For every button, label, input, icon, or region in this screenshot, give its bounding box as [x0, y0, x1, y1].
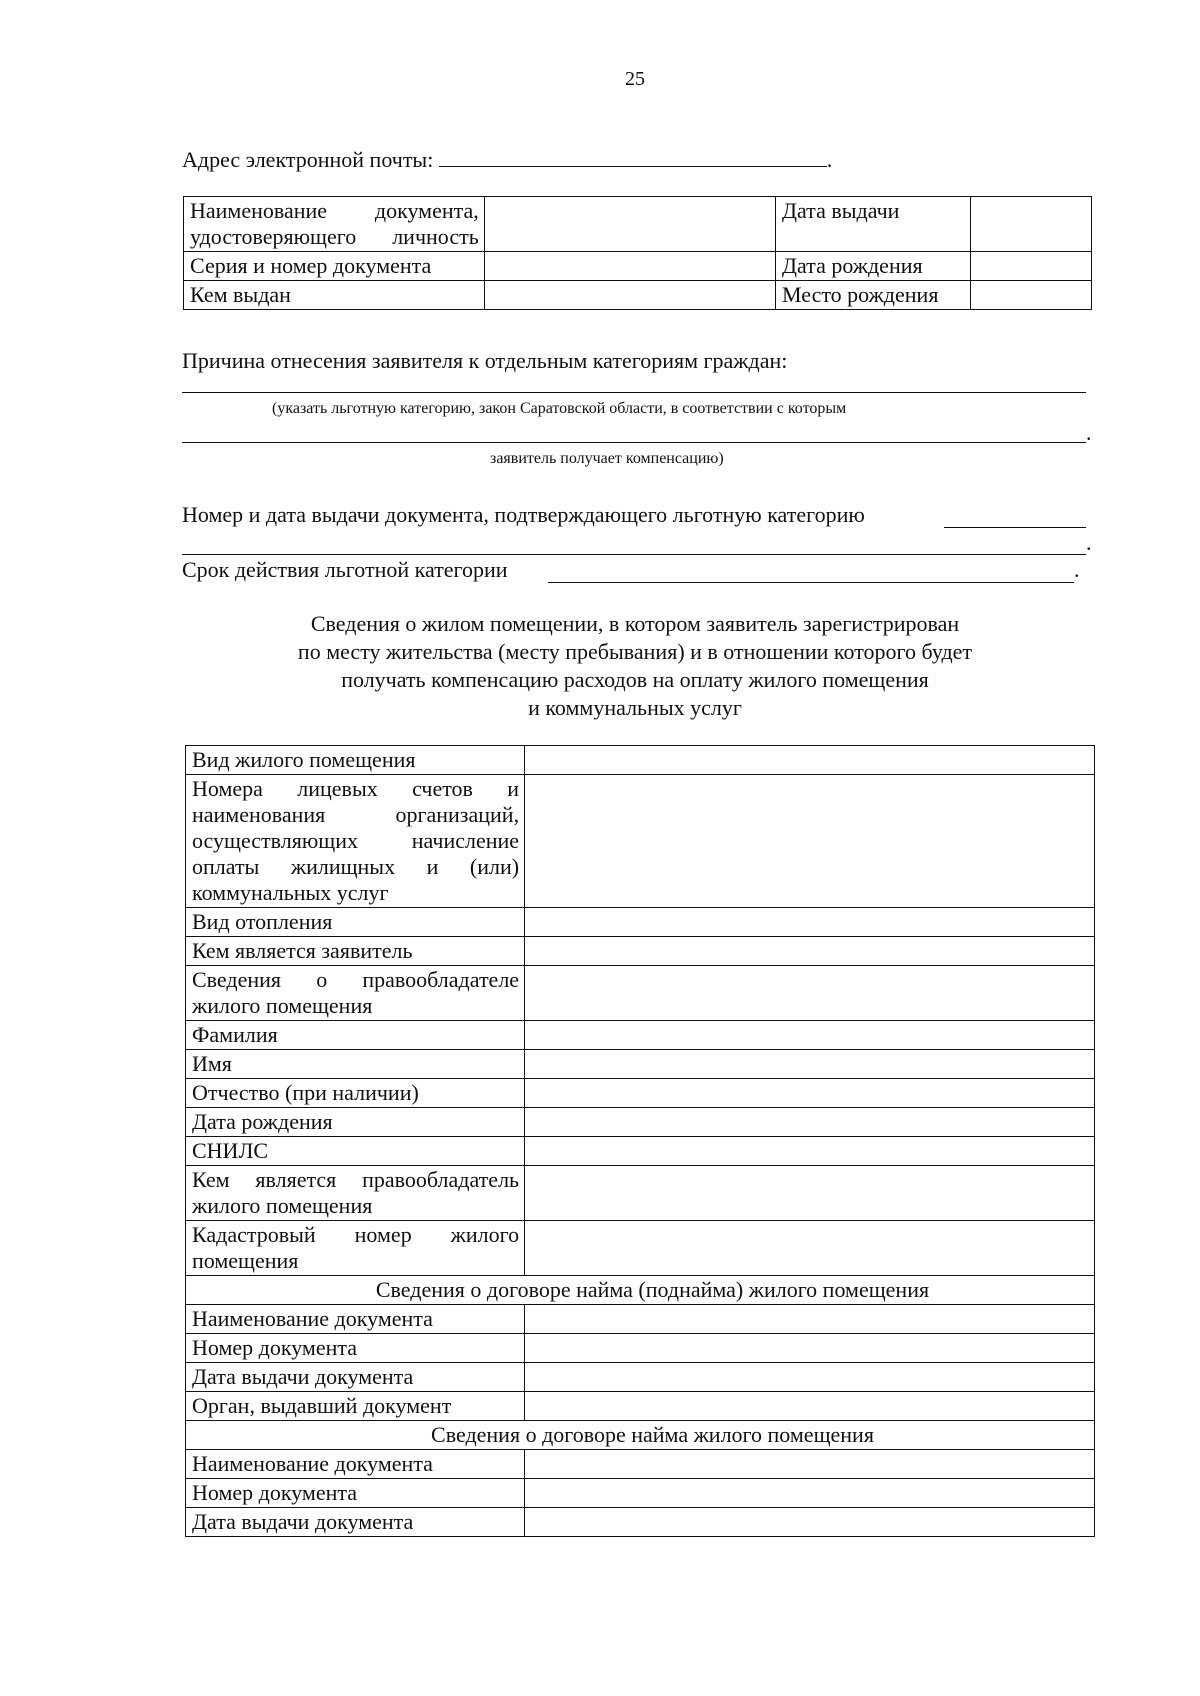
lease-doc-date-input[interactable] — [525, 1508, 1095, 1537]
doc-series-number-input[interactable] — [484, 252, 775, 281]
email-label: Адрес электронной почты: — [182, 147, 434, 172]
housing-heading-line: по месту жительства (месту пребывания) и в отношении которого будет — [297, 639, 973, 664]
lease-doc-number-label: Номер документа — [186, 1479, 525, 1508]
sublease-doc-date-input[interactable] — [525, 1363, 1095, 1392]
housing-heading-line: Сведения о жилом помещении, в котором заявитель зарегистрирован — [310, 611, 960, 636]
birth-date-input[interactable] — [971, 252, 1092, 281]
housing-type-input[interactable] — [525, 746, 1095, 775]
lease-doc-name-label: Наименование документа — [186, 1450, 525, 1479]
table-row — [186, 1108, 1095, 1137]
applicant-role-label: Кем является заявитель — [186, 937, 525, 966]
id-doc-name-input[interactable] — [484, 197, 775, 252]
table-row — [186, 1137, 1095, 1166]
issued-by-input[interactable] — [484, 281, 775, 310]
table-row — [186, 775, 1095, 908]
identity-document-table — [183, 196, 1092, 310]
cadastral-number-input[interactable] — [525, 1221, 1095, 1276]
cadastral-number-label: Кадастровый номер жилого помещения — [186, 1221, 525, 1276]
sublease-doc-name-input[interactable] — [525, 1305, 1095, 1334]
first-name-label: Имя — [186, 1050, 525, 1079]
lease-doc-date-label: Дата выдачи документа — [186, 1508, 525, 1537]
first-name-input[interactable] — [525, 1050, 1095, 1079]
doc-series-number-label: Серия и номер документа — [184, 252, 485, 281]
category-hint-line-2: заявитель получает компенсацию) — [490, 450, 724, 467]
patronymic-label: Отчество (при наличии) — [186, 1079, 525, 1108]
email-input[interactable] — [439, 146, 827, 167]
table-row — [186, 1508, 1095, 1537]
issue-date-label: Дата выдачи — [775, 197, 970, 252]
benefit-term-input[interactable] — [548, 560, 1074, 583]
sublease-doc-number-input[interactable] — [525, 1334, 1095, 1363]
birth-place-input[interactable] — [971, 281, 1092, 310]
benefit-doc-end-dot: . — [1086, 530, 1092, 555]
table-row — [186, 746, 1095, 775]
benefit-term-label: Срок действия льготной категории — [182, 557, 508, 582]
table-row — [186, 937, 1095, 966]
issued-by-label: Кем выдан — [184, 281, 485, 310]
table-row — [186, 1166, 1095, 1221]
accounts-orgs-label: Номера лицевых счетов и наименования организаций, осуществляющих начисление оплаты жилищных и (или) коммунальных услуг — [186, 775, 525, 908]
table-row — [186, 1079, 1095, 1108]
birth-place-label: Место рождения — [775, 281, 970, 310]
table-row — [186, 966, 1095, 1021]
table-row — [186, 1305, 1095, 1334]
issue-date-input[interactable] — [971, 197, 1092, 252]
applicant-role-input[interactable] — [525, 937, 1095, 966]
email-row — [182, 146, 832, 173]
table-row — [186, 1392, 1095, 1421]
lease-doc-number-input[interactable] — [525, 1479, 1095, 1508]
owner-role-label: Кем является правообладатель жилого помещения — [186, 1166, 525, 1221]
housing-section-heading — [0, 610, 1200, 722]
table-row — [186, 1050, 1095, 1079]
category-end-dot: . — [1086, 420, 1092, 445]
birth-date-label: Дата рождения — [775, 252, 970, 281]
owner-birth-date-label: Дата рождения — [186, 1108, 525, 1137]
benefit-doc-label: Номер и дата выдачи документа, подтверждающего льготную категорию — [182, 502, 865, 527]
table-row — [186, 1276, 1095, 1305]
sublease-section-heading: Сведения о договоре найма (поднайма) жилого помещения — [186, 1276, 1095, 1305]
surname-label: Фамилия — [186, 1021, 525, 1050]
housing-type-label: Вид жилого помещения — [186, 746, 525, 775]
category-reason-input-line-2[interactable] — [182, 422, 1086, 443]
surname-input[interactable] — [525, 1021, 1095, 1050]
lease-doc-name-input[interactable] — [525, 1450, 1095, 1479]
table-row — [184, 281, 1092, 310]
patronymic-input[interactable] — [525, 1079, 1095, 1108]
table-row — [186, 1421, 1095, 1450]
table-row — [184, 197, 1092, 252]
sublease-doc-number-label: Номер документа — [186, 1334, 525, 1363]
benefit-doc-input-line-1[interactable] — [944, 505, 1086, 528]
table-row — [186, 1479, 1095, 1508]
housing-heading-line: и коммунальных услуг — [528, 695, 742, 720]
housing-info-table — [185, 745, 1095, 1537]
owner-birth-date-input[interactable] — [525, 1108, 1095, 1137]
table-row — [184, 252, 1092, 281]
benefit-doc-input-line-2[interactable] — [182, 532, 1086, 555]
id-doc-name-label: Наименование документа, удостоверяющего личность — [184, 197, 485, 252]
sublease-doc-name-label: Наименование документа — [186, 1305, 525, 1334]
category-reason-label: Причина отнесения заявителя к отдельным категориям граждан: — [182, 348, 788, 373]
owner-info-input[interactable] — [525, 966, 1095, 1021]
email-end-dot: . — [826, 147, 833, 172]
table-row — [186, 1334, 1095, 1363]
snils-label: СНИЛС — [186, 1137, 525, 1166]
owner-info-label: Сведения о правообладателе жилого помещения — [186, 966, 525, 1021]
snils-input[interactable] — [525, 1137, 1095, 1166]
sublease-doc-issuer-input[interactable] — [525, 1392, 1095, 1421]
heating-type-input[interactable] — [525, 908, 1095, 937]
page-number: 25 — [625, 68, 645, 90]
table-row — [186, 1363, 1095, 1392]
accounts-orgs-input[interactable] — [525, 775, 1095, 908]
housing-heading-line: получать компенсацию расходов на оплату жилого помещения — [341, 667, 929, 692]
category-reason-input-line-1[interactable] — [182, 370, 1086, 393]
table-row — [186, 1221, 1095, 1276]
owner-role-input[interactable] — [525, 1166, 1095, 1221]
table-row — [186, 1021, 1095, 1050]
lease-section-heading: Сведения о договоре найма жилого помещения — [186, 1421, 1095, 1450]
category-hint-line-1: (указать льготную категорию, закон Саратовской области, в соответствии с которым — [272, 400, 847, 417]
table-row — [186, 1450, 1095, 1479]
benefit-term-end-dot: . — [1074, 557, 1080, 582]
table-row — [186, 908, 1095, 937]
heating-type-label: Вид отопления — [186, 908, 525, 937]
sublease-doc-issuer-label: Орган, выдавший документ — [186, 1392, 525, 1421]
sublease-doc-date-label: Дата выдачи документа — [186, 1363, 525, 1392]
